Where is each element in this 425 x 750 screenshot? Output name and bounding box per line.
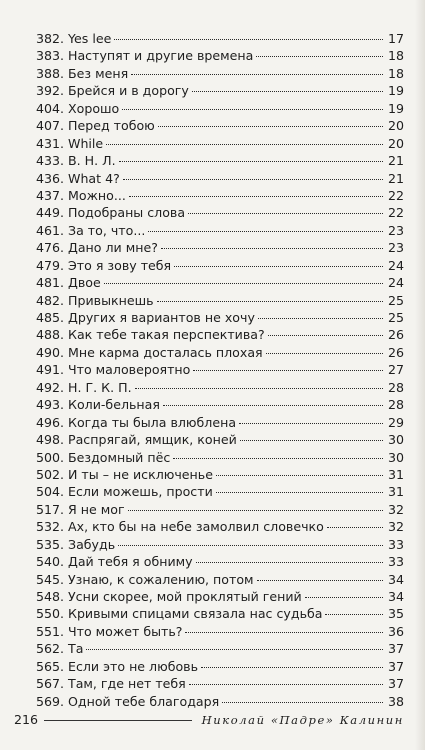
toc-entry [14, 483, 404, 500]
dot-leader [266, 353, 383, 354]
toc-entry [14, 379, 404, 396]
toc-entry-page: 38 [387, 693, 404, 709]
toc-entry-title: Привыкнешь [68, 292, 154, 308]
toc-entry-page: 21 [387, 153, 404, 169]
toc-entry-title: Наступят и другие времена [68, 48, 254, 64]
table-of-contents [14, 30, 404, 710]
dot-leader [122, 109, 383, 110]
toc-entry-number: 404. [35, 100, 64, 116]
dot-leader [114, 39, 383, 40]
dot-leader [188, 213, 383, 214]
toc-entry-title: В. Н. Л. [68, 153, 116, 169]
toc-entry-title: Узнаю, к сожалению, потом [68, 571, 254, 587]
toc-entry-title: Там, где нет тебя [68, 676, 186, 692]
toc-entry-number: 562. [35, 641, 64, 657]
toc-entry-title: И ты – не исключенье [68, 466, 213, 482]
toc-entry [14, 170, 404, 187]
dot-leader [118, 545, 383, 546]
dot-leader [189, 684, 383, 685]
toc-entry-page: 25 [387, 292, 404, 308]
dot-leader [258, 318, 383, 319]
toc-entry [14, 239, 404, 256]
toc-entry [14, 82, 404, 99]
toc-entry-title: What 4? [68, 170, 120, 186]
toc-entry [14, 501, 404, 518]
toc-entry-number: 550. [35, 606, 64, 622]
dot-leader [239, 423, 383, 424]
toc-entry-page: 24 [387, 275, 404, 291]
toc-entry-number: 482. [35, 292, 64, 308]
page-footer [14, 712, 404, 727]
dot-leader [163, 405, 383, 406]
toc-entry-number: 490. [35, 344, 64, 360]
toc-entry-title: Ах, кто бы на небе замолвил словечко [68, 519, 324, 535]
toc-entry-title: Что маловероятно [68, 362, 191, 378]
toc-entry-page: 36 [387, 623, 404, 639]
toc-entry-page: 18 [387, 65, 404, 81]
toc-entry-title: Коли-бельная [68, 397, 160, 413]
toc-entry-number: 569. [35, 693, 64, 709]
toc-entry-number: 500. [35, 449, 64, 465]
toc-entry [14, 187, 404, 204]
toc-entry-page: 34 [387, 571, 404, 587]
footer-page-number: 216 [14, 712, 39, 727]
toc-entry-number: 535. [35, 536, 64, 552]
toc-entry-page: 35 [387, 606, 404, 622]
toc-entry-number: 567. [35, 676, 64, 692]
toc-entry-page: 31 [387, 466, 404, 482]
toc-entry-page: 23 [387, 222, 404, 238]
toc-entry [14, 623, 404, 640]
toc-entry-number: 496. [35, 414, 64, 430]
toc-entry [14, 326, 404, 343]
dot-leader [158, 126, 383, 127]
toc-entry-number: 485. [35, 310, 64, 325]
toc-entry [14, 414, 404, 431]
toc-entry-page: 26 [387, 327, 404, 343]
toc-entry-number: 517. [35, 501, 64, 517]
dot-leader [135, 388, 383, 389]
toc-entry-title: Та [68, 641, 84, 657]
toc-entry [14, 431, 404, 448]
toc-entry-title: Брейся и в дорогу [68, 83, 189, 99]
toc-entry [14, 292, 404, 309]
toc-entry-title: Мне карма досталась плохая [68, 344, 263, 360]
toc-entry-page: 19 [387, 83, 404, 99]
toc-entry-title: Других я вариантов не хочу [68, 310, 255, 325]
toc-entry-page: 37 [387, 641, 404, 657]
toc-entry-page: 17 [387, 31, 404, 46]
dot-leader [325, 614, 383, 615]
toc-entry [14, 693, 404, 710]
toc-entry-title: Н. Г. К. П. [68, 379, 132, 395]
toc-entry-page: 19 [387, 100, 404, 116]
toc-entry-number: 551. [35, 623, 64, 639]
toc-entry [14, 117, 404, 134]
footer-author: Николай «Падре» Калинин [201, 713, 404, 727]
toc-entry-page: 20 [387, 135, 404, 151]
toc-entry [14, 152, 404, 169]
toc-entry-number: 433. [35, 153, 64, 169]
dot-leader [201, 667, 383, 668]
toc-entry-title: Усни скорее, мой проклятый гений [68, 589, 302, 604]
toc-entry-page: 37 [387, 658, 404, 674]
toc-entry-page: 32 [387, 519, 404, 535]
toc-entry [14, 553, 404, 570]
toc-entry-title: Когда ты была влюблена [68, 414, 237, 430]
toc-entry-number: 504. [35, 484, 64, 500]
toc-entry-number: 383. [35, 48, 64, 64]
toc-entry-page: 21 [387, 170, 404, 186]
toc-entry-page: 28 [387, 379, 404, 395]
toc-entry-page: 22 [387, 205, 404, 221]
toc-entry [14, 361, 404, 378]
dot-leader [128, 510, 383, 511]
toc-entry-title: Перед тобою [68, 118, 155, 134]
toc-entry-title: Дано ли мне? [68, 240, 158, 256]
toc-entry [14, 309, 404, 326]
toc-entry [14, 675, 404, 692]
toc-entry-title: Одной тебе благодаря [68, 693, 220, 709]
toc-entry-number: 436. [35, 170, 64, 186]
toc-entry [14, 396, 404, 413]
toc-entry [14, 518, 404, 535]
toc-entry-title: Без меня [68, 65, 129, 81]
toc-entry-title: Это я зову тебя [68, 257, 172, 273]
dot-leader [185, 632, 383, 633]
dot-leader [216, 492, 383, 493]
toc-entry-number: 493. [35, 397, 64, 413]
toc-entry-page: 33 [387, 554, 404, 570]
toc-entry-title: Забудь [68, 536, 116, 552]
toc-entry-number: 532. [35, 519, 64, 535]
toc-entry-number: 548. [35, 589, 64, 604]
toc-entry-title: Можно... [68, 187, 126, 203]
dot-leader [131, 74, 383, 75]
toc-entry [14, 30, 404, 47]
toc-entry-title: Кривыми спицами связала нас судьба [68, 606, 323, 622]
toc-entry [14, 466, 404, 483]
toc-entry-title: Если можешь, прости [68, 484, 213, 500]
toc-entry-page: 31 [387, 484, 404, 500]
toc-entry-page: 30 [387, 432, 404, 448]
toc-entry-title: За то, что... [68, 222, 146, 238]
toc-entry-number: 492. [35, 379, 64, 395]
dot-leader [129, 196, 383, 197]
toc-entry-title: Yes lee [68, 31, 112, 46]
toc-entry-title: Бездомный пёс [68, 449, 171, 465]
toc-entry-number: 392. [35, 83, 64, 99]
toc-entry-page: 32 [387, 501, 404, 517]
toc-entry-number: 479. [35, 257, 64, 273]
toc-entry-title: Двое [68, 275, 101, 291]
dot-leader [305, 597, 383, 598]
toc-entry-page: 34 [387, 589, 404, 604]
toc-entry-number: 431. [35, 135, 64, 151]
toc-entry-number: 382. [35, 31, 64, 46]
dot-leader [104, 283, 383, 284]
toc-entry [14, 135, 404, 152]
toc-entry-page: 26 [387, 344, 404, 360]
toc-entry-number: 545. [35, 571, 64, 587]
dot-leader [268, 335, 383, 336]
toc-entry-page: 25 [387, 310, 404, 325]
toc-entry-number: 449. [35, 205, 64, 221]
toc-entry-title: While [68, 135, 104, 151]
toc-entry-page: 29 [387, 414, 404, 430]
toc-entry-page: 30 [387, 449, 404, 465]
toc-entry-number: 388. [35, 65, 64, 81]
toc-entry-page: 18 [387, 48, 404, 64]
toc-entry-number: 437. [35, 187, 64, 203]
toc-entry-number: 565. [35, 658, 64, 674]
toc-entry-title: Как тебе такая перспектива? [68, 327, 265, 343]
toc-entry-title: Хорошо [68, 100, 120, 116]
dot-leader [327, 527, 383, 528]
dot-leader [86, 649, 383, 650]
toc-entry [14, 65, 404, 82]
toc-entry [14, 449, 404, 466]
toc-entry-number: 498. [35, 432, 64, 448]
toc-entry-page: 33 [387, 536, 404, 552]
toc-entry [14, 222, 404, 239]
toc-entry [14, 571, 404, 588]
toc-entry-page: 20 [387, 118, 404, 134]
footer-rule [44, 720, 192, 721]
dot-leader [119, 161, 383, 162]
toc-entry [14, 47, 404, 64]
toc-entry [14, 536, 404, 553]
toc-entry-page: 23 [387, 240, 404, 256]
dot-leader [157, 301, 383, 302]
toc-entry-title: Если это не любовь [68, 658, 199, 674]
dot-leader [256, 56, 383, 57]
dot-leader [192, 91, 383, 92]
toc-entry [14, 274, 404, 291]
toc-entry-page: 27 [387, 362, 404, 378]
dot-leader [216, 475, 383, 476]
toc-entry-title: Распрягай, ямщик, коней [68, 432, 237, 448]
toc-entry-number: 476. [35, 240, 64, 256]
toc-entry-number: 502. [35, 466, 64, 482]
toc-entry [14, 204, 404, 221]
toc-entry [14, 588, 404, 605]
toc-entry-page: 22 [387, 187, 404, 203]
toc-entry-number: 407. [35, 118, 64, 134]
toc-entry-number: 540. [35, 554, 64, 570]
toc-entry [14, 640, 404, 657]
toc-entry [14, 257, 404, 274]
toc-entry [14, 658, 404, 675]
dot-leader [173, 458, 383, 459]
dot-leader [174, 266, 383, 267]
toc-entry-number: 491. [35, 362, 64, 378]
toc-entry-page: 24 [387, 257, 404, 273]
dot-leader [123, 179, 383, 180]
toc-entry-title: Я не мог [68, 501, 125, 517]
toc-entry-page: 37 [387, 676, 404, 692]
dot-leader [161, 248, 383, 249]
dot-leader [240, 440, 383, 441]
toc-entry-title: Дай тебя я обниму [68, 554, 193, 570]
dot-leader [196, 562, 383, 563]
toc-entry-title: Что может быть? [68, 623, 183, 639]
page-edge-shadow [415, 0, 425, 750]
toc-entry-number: 488. [35, 327, 64, 343]
toc-entry-page: 28 [387, 397, 404, 413]
dot-leader [148, 231, 383, 232]
toc-entry [14, 605, 404, 622]
dot-leader [106, 144, 383, 145]
toc-entry-number: 481. [35, 275, 64, 291]
dot-leader [193, 370, 383, 371]
toc-entry [14, 100, 404, 117]
toc-entry-title: Подобраны слова [68, 205, 186, 221]
dot-leader [257, 580, 383, 581]
toc-entry [14, 344, 404, 361]
toc-entry-number: 461. [35, 222, 64, 238]
dot-leader [222, 702, 383, 703]
